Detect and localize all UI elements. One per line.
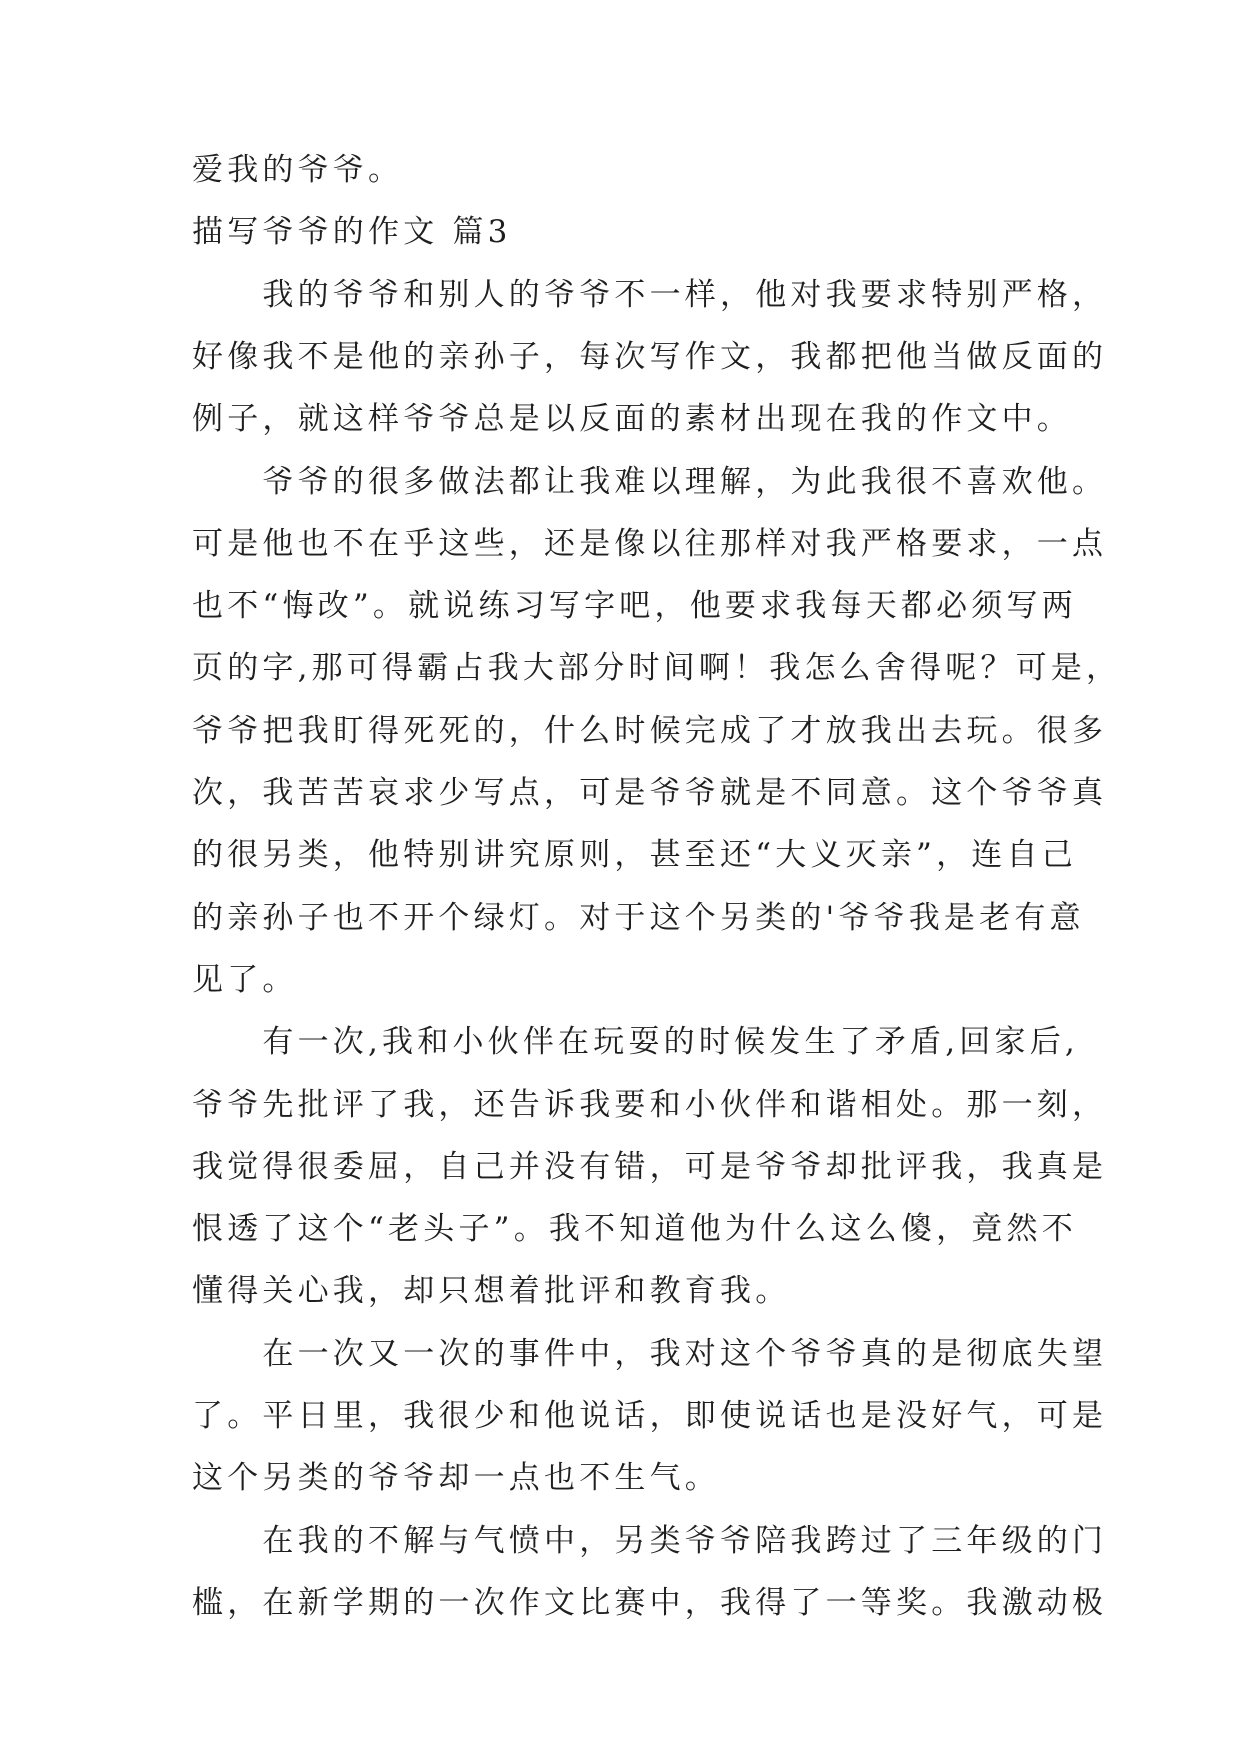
text-line: 了。平日里，我很少和他说话，即使说话也是没好气，可是 <box>192 1398 1108 1434</box>
text-line: 我的爷爷和别人的爷爷不一样，他对我要求特别严格， <box>192 277 1108 313</box>
text-line: 我觉得很委屈，自己并没有错，可是爷爷却批评我，我真是 <box>192 1149 1108 1185</box>
text-line: 次，我苦苦哀求少写点，可是爷爷就是不同意。这个爷爷真 <box>192 775 1108 811</box>
text-line: 爱我的爷爷。 <box>192 152 404 188</box>
text-line: 也不“悔改”。就说练习写字吧，他要求我每天都必须写两 <box>192 588 1077 624</box>
text-line: 见了。 <box>192 962 298 998</box>
section-title: 描写爷爷的作文 篇3 <box>192 214 512 250</box>
text-line: 在一次又一次的事件中，我对这个爷爷真的是彻底失望 <box>192 1336 1108 1372</box>
text-line: 恨透了这个“老头子”。我不知道他为什么这么傻，竟然不 <box>192 1211 1077 1247</box>
text-line: 有一次,我和小伙伴在玩耍的时候发生了矛盾,回家后, <box>192 1024 1079 1060</box>
text-line: 在我的不解与气愤中，另类爷爷陪我跨过了三年级的门 <box>192 1523 1108 1559</box>
text-line: 槛，在新学期的一次作文比赛中，我得了一等奖。我激动极 <box>192 1585 1108 1621</box>
text-line: 爷爷先批评了我，还告诉我要和小伙伴和谐相处。那一刻， <box>192 1087 1108 1123</box>
text-line: 的很另类，他特别讲究原则，甚至还“大义灭亲”，连自己 <box>192 837 1077 873</box>
text-line: 例子，就这样爷爷总是以反面的素材出现在我的作文中。 <box>192 401 1072 437</box>
text-line: 懂得关心我，却只想着批评和教育我。 <box>192 1273 791 1309</box>
text-line: 爷爷的很多做法都让我难以理解，为此我很不喜欢他。 <box>192 464 1108 500</box>
text-line: 好像我不是他的亲孙子，每次写作文，我都把他当做反面的 <box>192 339 1108 375</box>
text-line: 页的字,那可得霸占我大部分时间啊！我怎么舍得呢？可是， <box>192 650 1122 686</box>
text-line: 这个另类的爷爷却一点也不生气。 <box>192 1460 720 1496</box>
text-line: 爷爷把我盯得死死的，什么时候完成了才放我出去玩。很多 <box>192 713 1108 749</box>
text-line: 的亲孙子也不开个绿灯。对于这个另类的'爷爷我是老有意 <box>192 900 1085 936</box>
text-line: 可是他也不在乎这些，还是像以往那样对我严格要求，一点 <box>192 526 1108 562</box>
